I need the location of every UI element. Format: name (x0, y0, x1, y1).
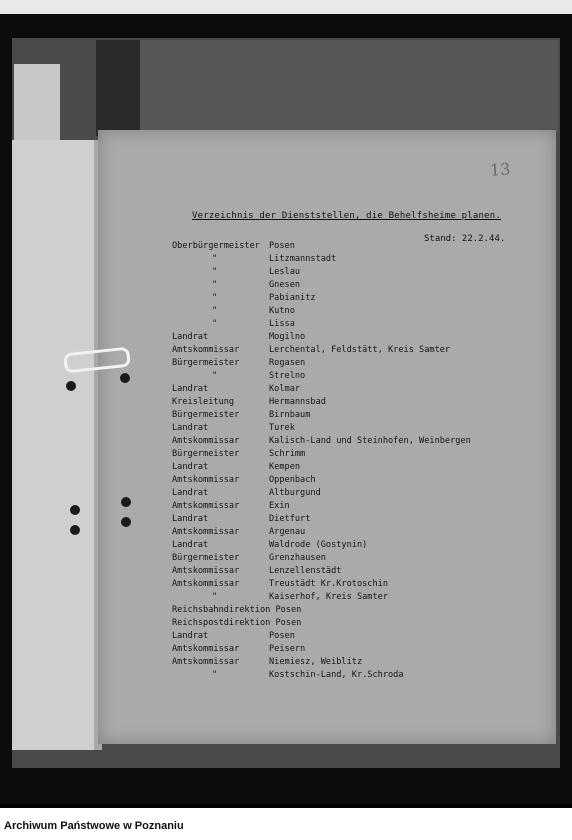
back-sheet-top (140, 40, 558, 132)
entry-role: " (212, 267, 218, 277)
entry-place: Kolmar (269, 384, 301, 394)
entry-place: Kempen (269, 462, 301, 472)
scan-top-edge (0, 0, 572, 14)
entry-place: Grenzhausen (269, 553, 326, 563)
entry-place: Lerchental, Feldstätt, Kreis Samter (269, 345, 451, 355)
entry-role: Amtskommissar (172, 436, 240, 446)
entry-place: Gnesen (269, 280, 301, 290)
handwritten-page-number: 13 (489, 159, 511, 180)
entry-role: Amtskommissar (172, 644, 240, 654)
entry-place: Kalisch-Land und Steinhofen, Weinbergen (269, 436, 471, 446)
entry-role: Reichsbahndirektion Posen (172, 605, 302, 615)
entry-role: Amtskommissar (172, 657, 240, 667)
document-date: Stand: 22.2.44. (424, 234, 506, 244)
entry-place: Niemiesz, Weiblitz (269, 657, 363, 667)
folder-tab (14, 64, 60, 140)
entry-place: Lissa (269, 319, 295, 329)
entry-role: Landrat (172, 631, 209, 641)
entry-role: " (212, 280, 218, 290)
entry-place: Altburgund (269, 488, 321, 498)
entry-role: Bürgermeister (172, 449, 240, 459)
entry-role: " (212, 592, 218, 602)
entry-place: Treustädt Kr.Krotoschin (269, 579, 388, 589)
entry-role: Amtskommissar (172, 527, 240, 537)
entry-role: Landrat (172, 332, 209, 342)
entry-place: Kutno (269, 306, 295, 316)
entry-role: Landrat (172, 384, 209, 394)
entry-place: Rogasen (269, 358, 306, 368)
punch-hole (70, 525, 80, 535)
entry-place: Exin (269, 501, 290, 511)
entry-place: Posen (269, 631, 295, 641)
entry-place: Pabianitz (269, 293, 316, 303)
entry-place: Dietfurt (269, 514, 311, 524)
entry-role: Amtskommissar (172, 475, 240, 485)
entry-place: Kostschin-Land, Kr.Schroda (269, 670, 404, 680)
entry-place: Lenzellenstädt (269, 566, 342, 576)
entry-role: Amtskommissar (172, 345, 240, 355)
entry-place: Kaiserhof, Kreis Samter (269, 592, 388, 602)
entry-role: Bürgermeister (172, 358, 240, 368)
entry-role: " (212, 254, 218, 264)
entry-place: Birnbaum (269, 410, 311, 420)
entry-place: Strelno (269, 371, 306, 381)
folder-spine (12, 140, 102, 750)
punch-hole (120, 373, 130, 383)
entry-role: Kreisleitung (172, 397, 235, 407)
entry-role: Landrat (172, 540, 209, 550)
entry-role: " (212, 670, 218, 680)
entry-role: Bürgermeister (172, 410, 240, 420)
punch-hole (121, 517, 131, 527)
entry-place: Hermannsbad (269, 397, 326, 407)
entry-role: Landrat (172, 514, 209, 524)
entry-role: Reichspostdirektion Posen (172, 618, 302, 628)
entry-role: Landrat (172, 462, 209, 472)
archive-caption: Archiwum Państwowe w Poznaniu (4, 820, 184, 832)
entry-place: Schrimm (269, 449, 306, 459)
punch-hole (70, 505, 80, 515)
entry-place: Leslau (269, 267, 301, 277)
document-title: Verzeichnis der Dienststellen, die Behelfsheime planen. (192, 211, 502, 221)
entry-role: " (212, 371, 218, 381)
entry-role: " (212, 319, 218, 329)
entry-role: Bürgermeister (172, 553, 240, 563)
entry-place: Oppenbach (269, 475, 316, 485)
entry-role: Amtskommissar (172, 579, 240, 589)
entry-role: Amtskommissar (172, 501, 240, 511)
entry-role: " (212, 306, 218, 316)
entry-role: Landrat (172, 423, 209, 433)
punch-hole (121, 497, 131, 507)
entry-place: Turek (269, 423, 295, 433)
entry-role: Landrat (172, 488, 209, 498)
entry-role: Amtskommissar (172, 566, 240, 576)
entry-place: Argenau (269, 527, 306, 537)
entry-role: Oberbürgermeister (172, 241, 260, 251)
entry-place: Litzmannstadt (269, 254, 337, 264)
entry-role: " (212, 293, 218, 303)
punch-hole (66, 381, 76, 391)
binding-gap (96, 40, 140, 136)
entry-place: Peisern (269, 644, 306, 654)
entry-place: Posen (269, 241, 295, 251)
entry-place: Mogilno (269, 332, 306, 342)
entry-place: Waldrode (Gostynin) (269, 540, 368, 550)
